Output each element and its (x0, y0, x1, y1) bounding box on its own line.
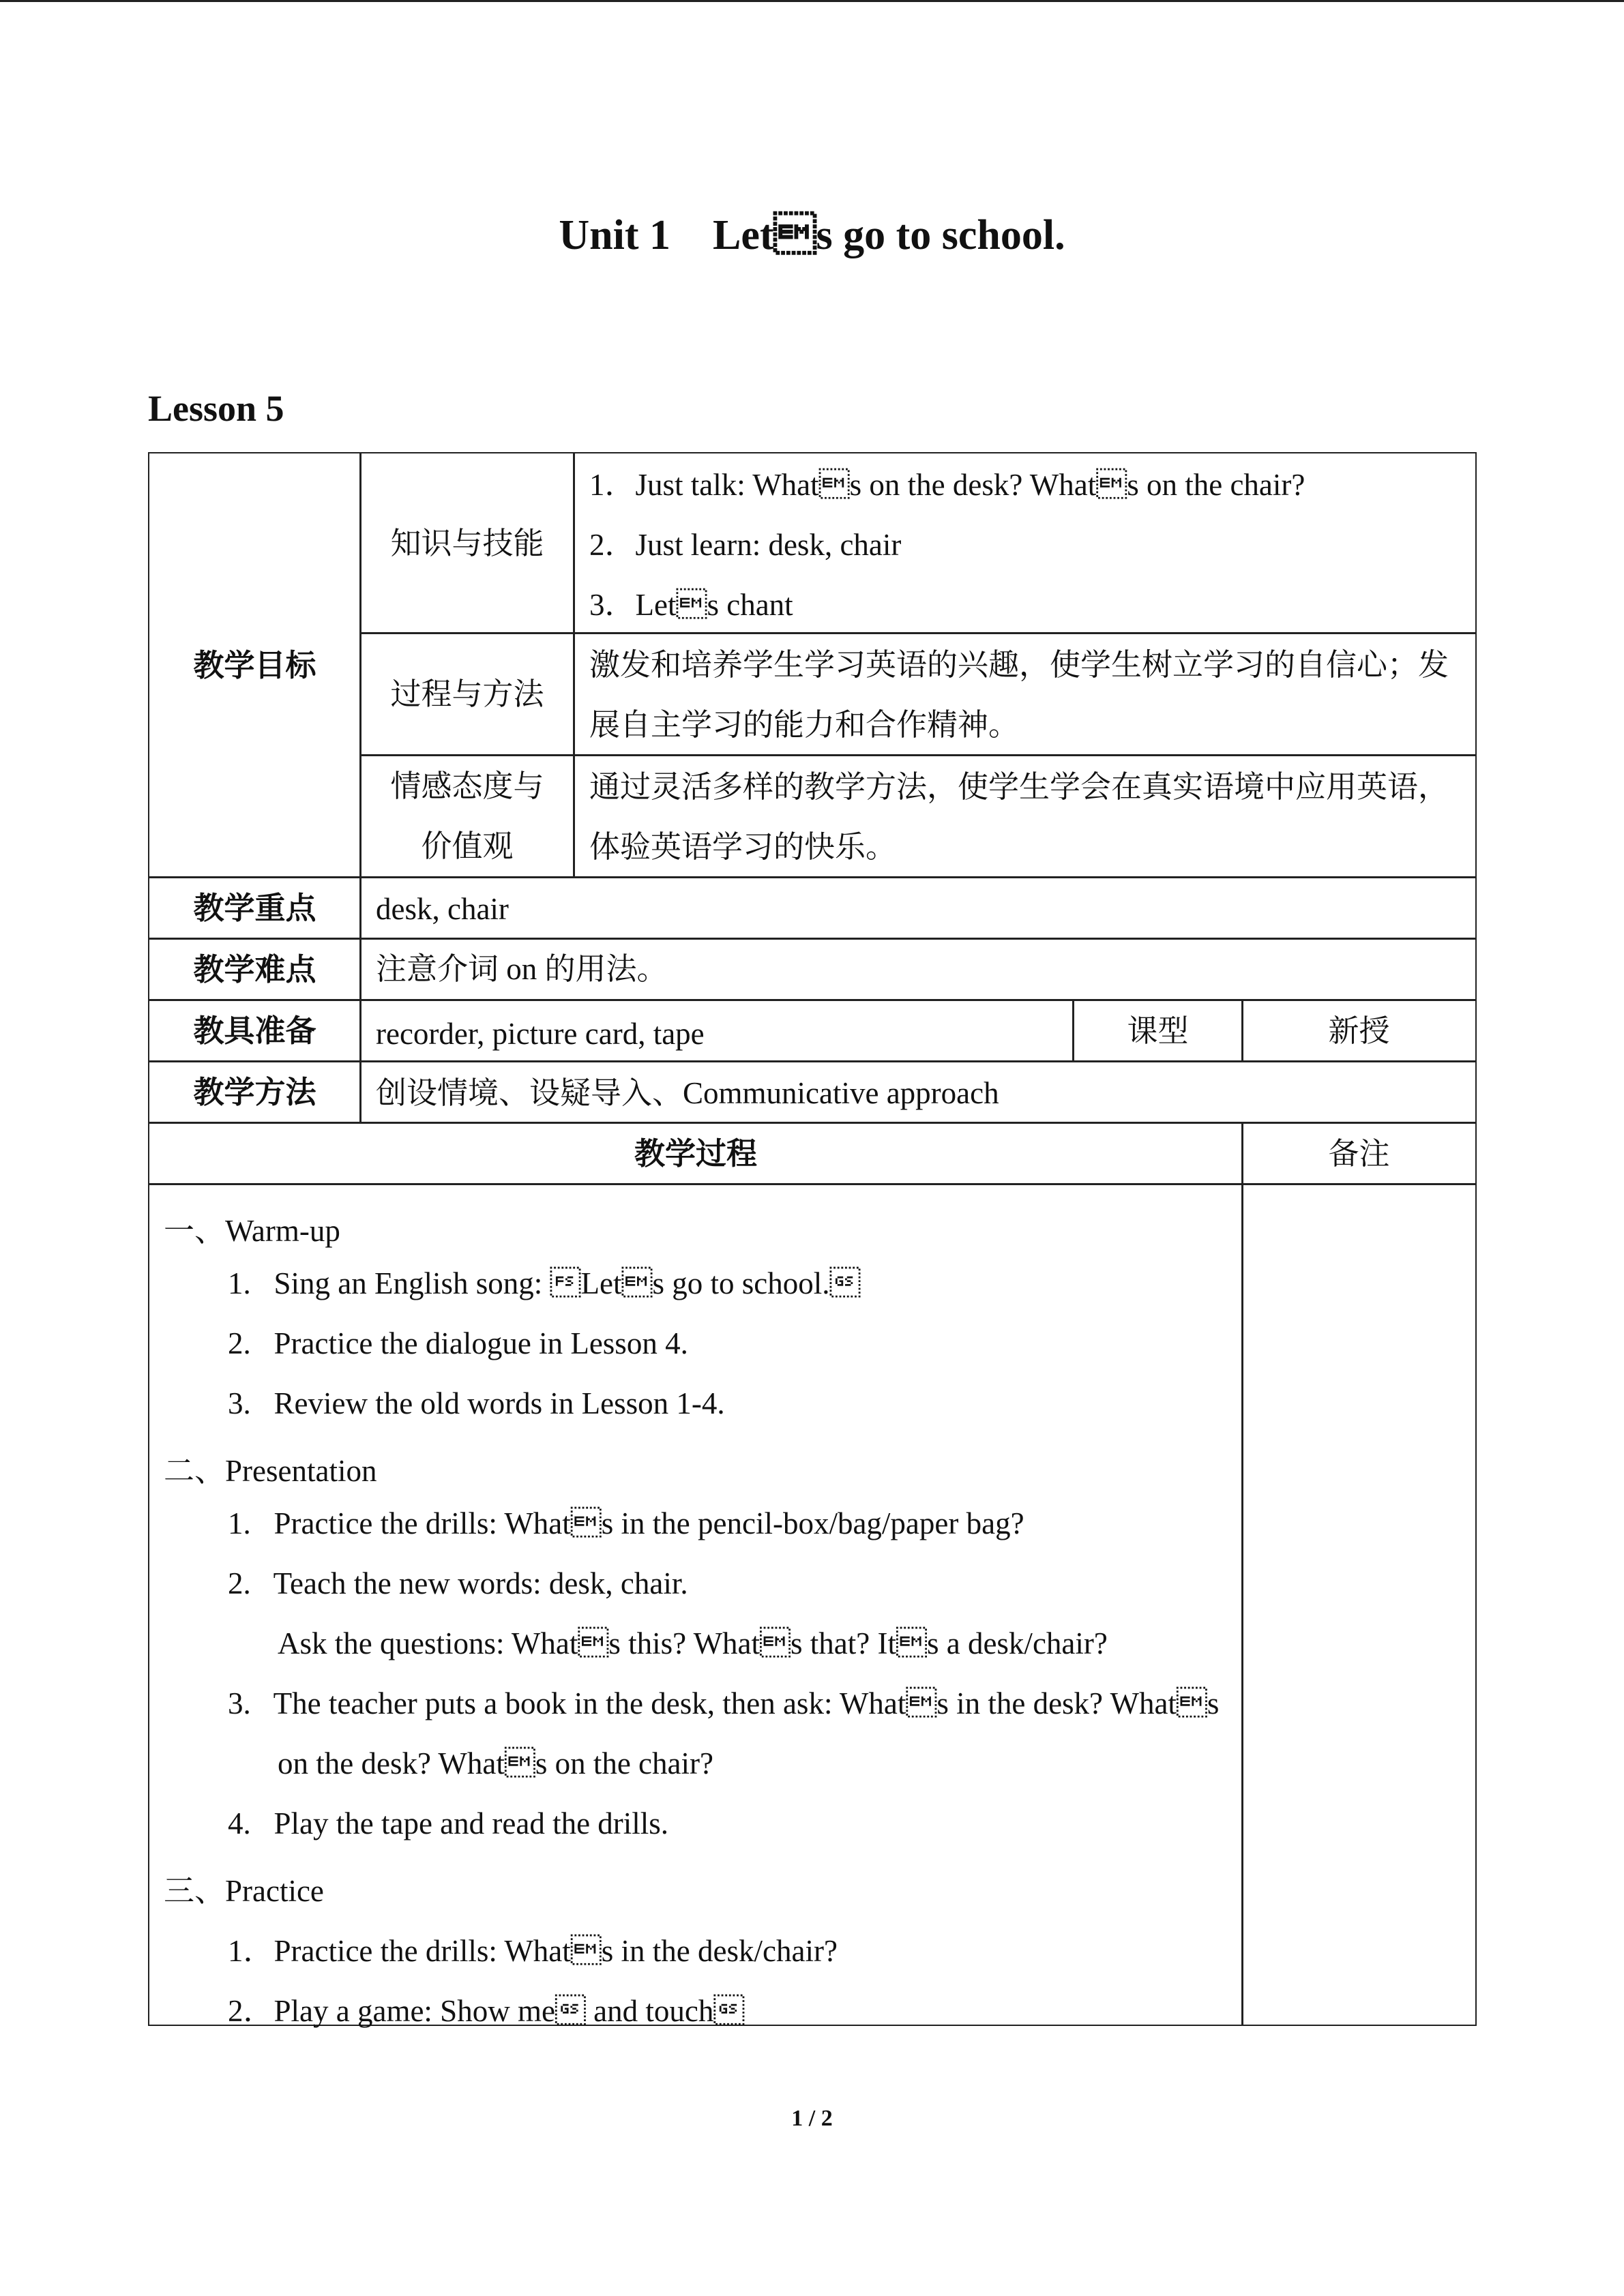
process-label-cell (359, 632, 575, 756)
process-header-cell (148, 1122, 1243, 1185)
key-point-label-cell (148, 876, 361, 940)
process-item: 3. The teacher puts a book in the desk, then ask: Whats in the desk? Whats (228, 1686, 1220, 1720)
process-item: 2. Teach the new words: desk, chair. (228, 1566, 688, 1600)
key-point-value: desk, chair (359, 876, 1477, 940)
section-title: 一、Warm-up (164, 1214, 340, 1248)
section-title: 三、Practice (164, 1874, 324, 1908)
process-item: 4. Play the tape and read the drills. (228, 1806, 669, 1840)
key-point-label: 教学重点 (193, 891, 316, 925)
process-item: 1. Practice the drills: Whats in the pencil-box/bag/paper bag? (228, 1506, 1024, 1540)
objectives-header (148, 452, 361, 878)
materials-label: 教具准备 (193, 1013, 316, 1048)
notes-header-label: 备注 (1328, 1136, 1390, 1171)
process-item-continuation: Ask the questions: Whats this? Whats that? Its a desk/chair? (278, 1626, 1108, 1660)
emotion-label-line1: 情感态度与 (390, 769, 544, 803)
materials-value: recorder, picture card, tape (359, 999, 1074, 1062)
knowledge-content (573, 452, 1477, 634)
method-label: 教学方法 (193, 1075, 316, 1109)
knowledge-label: 知识与技能 (390, 526, 544, 561)
method-label-cell (148, 1060, 361, 1124)
notes-body (1241, 1183, 1477, 2026)
emotion-label-cell (359, 754, 575, 878)
objectives-header-label: 教学目标 (193, 648, 316, 683)
top-border-line (0, 0, 1624, 2)
process-item: 2. Practice the dialogue in Lesson 4. (228, 1326, 688, 1360)
knowledge-line: 1．Just talk: Whats on the desk? Whats on the chair? (589, 468, 1305, 502)
materials-label-cell (148, 999, 361, 1062)
lesson-type-value: 新授 (1328, 1013, 1390, 1048)
knowledge-label-cell (359, 452, 575, 634)
process-header-label: 教学过程 (634, 1136, 757, 1171)
process-item: 1．Practice the drills: Whats in the desk/chair? (228, 1934, 838, 1968)
process-item: 2．Play a game: Show me and touch (228, 1994, 745, 2028)
difficulty-label: 教学难点 (193, 952, 316, 987)
notes-header-cell (1241, 1122, 1477, 1185)
process-item: 1. Sing an English song: Lets go to school. (228, 1266, 861, 1300)
emotion-text: 通过灵活多样的教学方法，使学生学会在真实语境中应用英语，体验英语学习的快乐。 (573, 754, 1477, 878)
knowledge-line: 2．Just learn: desk, chair (589, 528, 902, 562)
page-title: Unit 1 Lets go to school. (559, 212, 1065, 258)
knowledge-line: 3．Lets chant (589, 588, 793, 622)
method-value: 创设情境、设疑导入、Communicative approach (359, 1060, 1477, 1124)
emotion-label-line2: 价值观 (421, 829, 514, 863)
process-item: 3. Review the old words in Lesson 1-4. (228, 1386, 725, 1420)
difficulty-label-cell (148, 938, 361, 1001)
lesson-type-value-cell (1241, 999, 1477, 1062)
difficulty-value: 注意介词 on 的用法。 (359, 938, 1477, 1001)
lesson-type-label-cell (1072, 999, 1243, 1062)
process-method-label: 过程与方法 (390, 677, 544, 711)
process-method-text: 激发和培养学生学习英语的兴趣，使学生树立学习的自信心；发展自主学习的能力和合作精神。 (573, 632, 1477, 756)
section-title: 二、Presentation (164, 1454, 377, 1488)
lesson-type-label: 课型 (1127, 1013, 1189, 1048)
lesson-heading: Lesson 5 (148, 388, 284, 429)
process-item-continuation: on the desk? Whats on the chair? (278, 1746, 713, 1780)
page-number: 1 / 2 (791, 2106, 833, 2131)
